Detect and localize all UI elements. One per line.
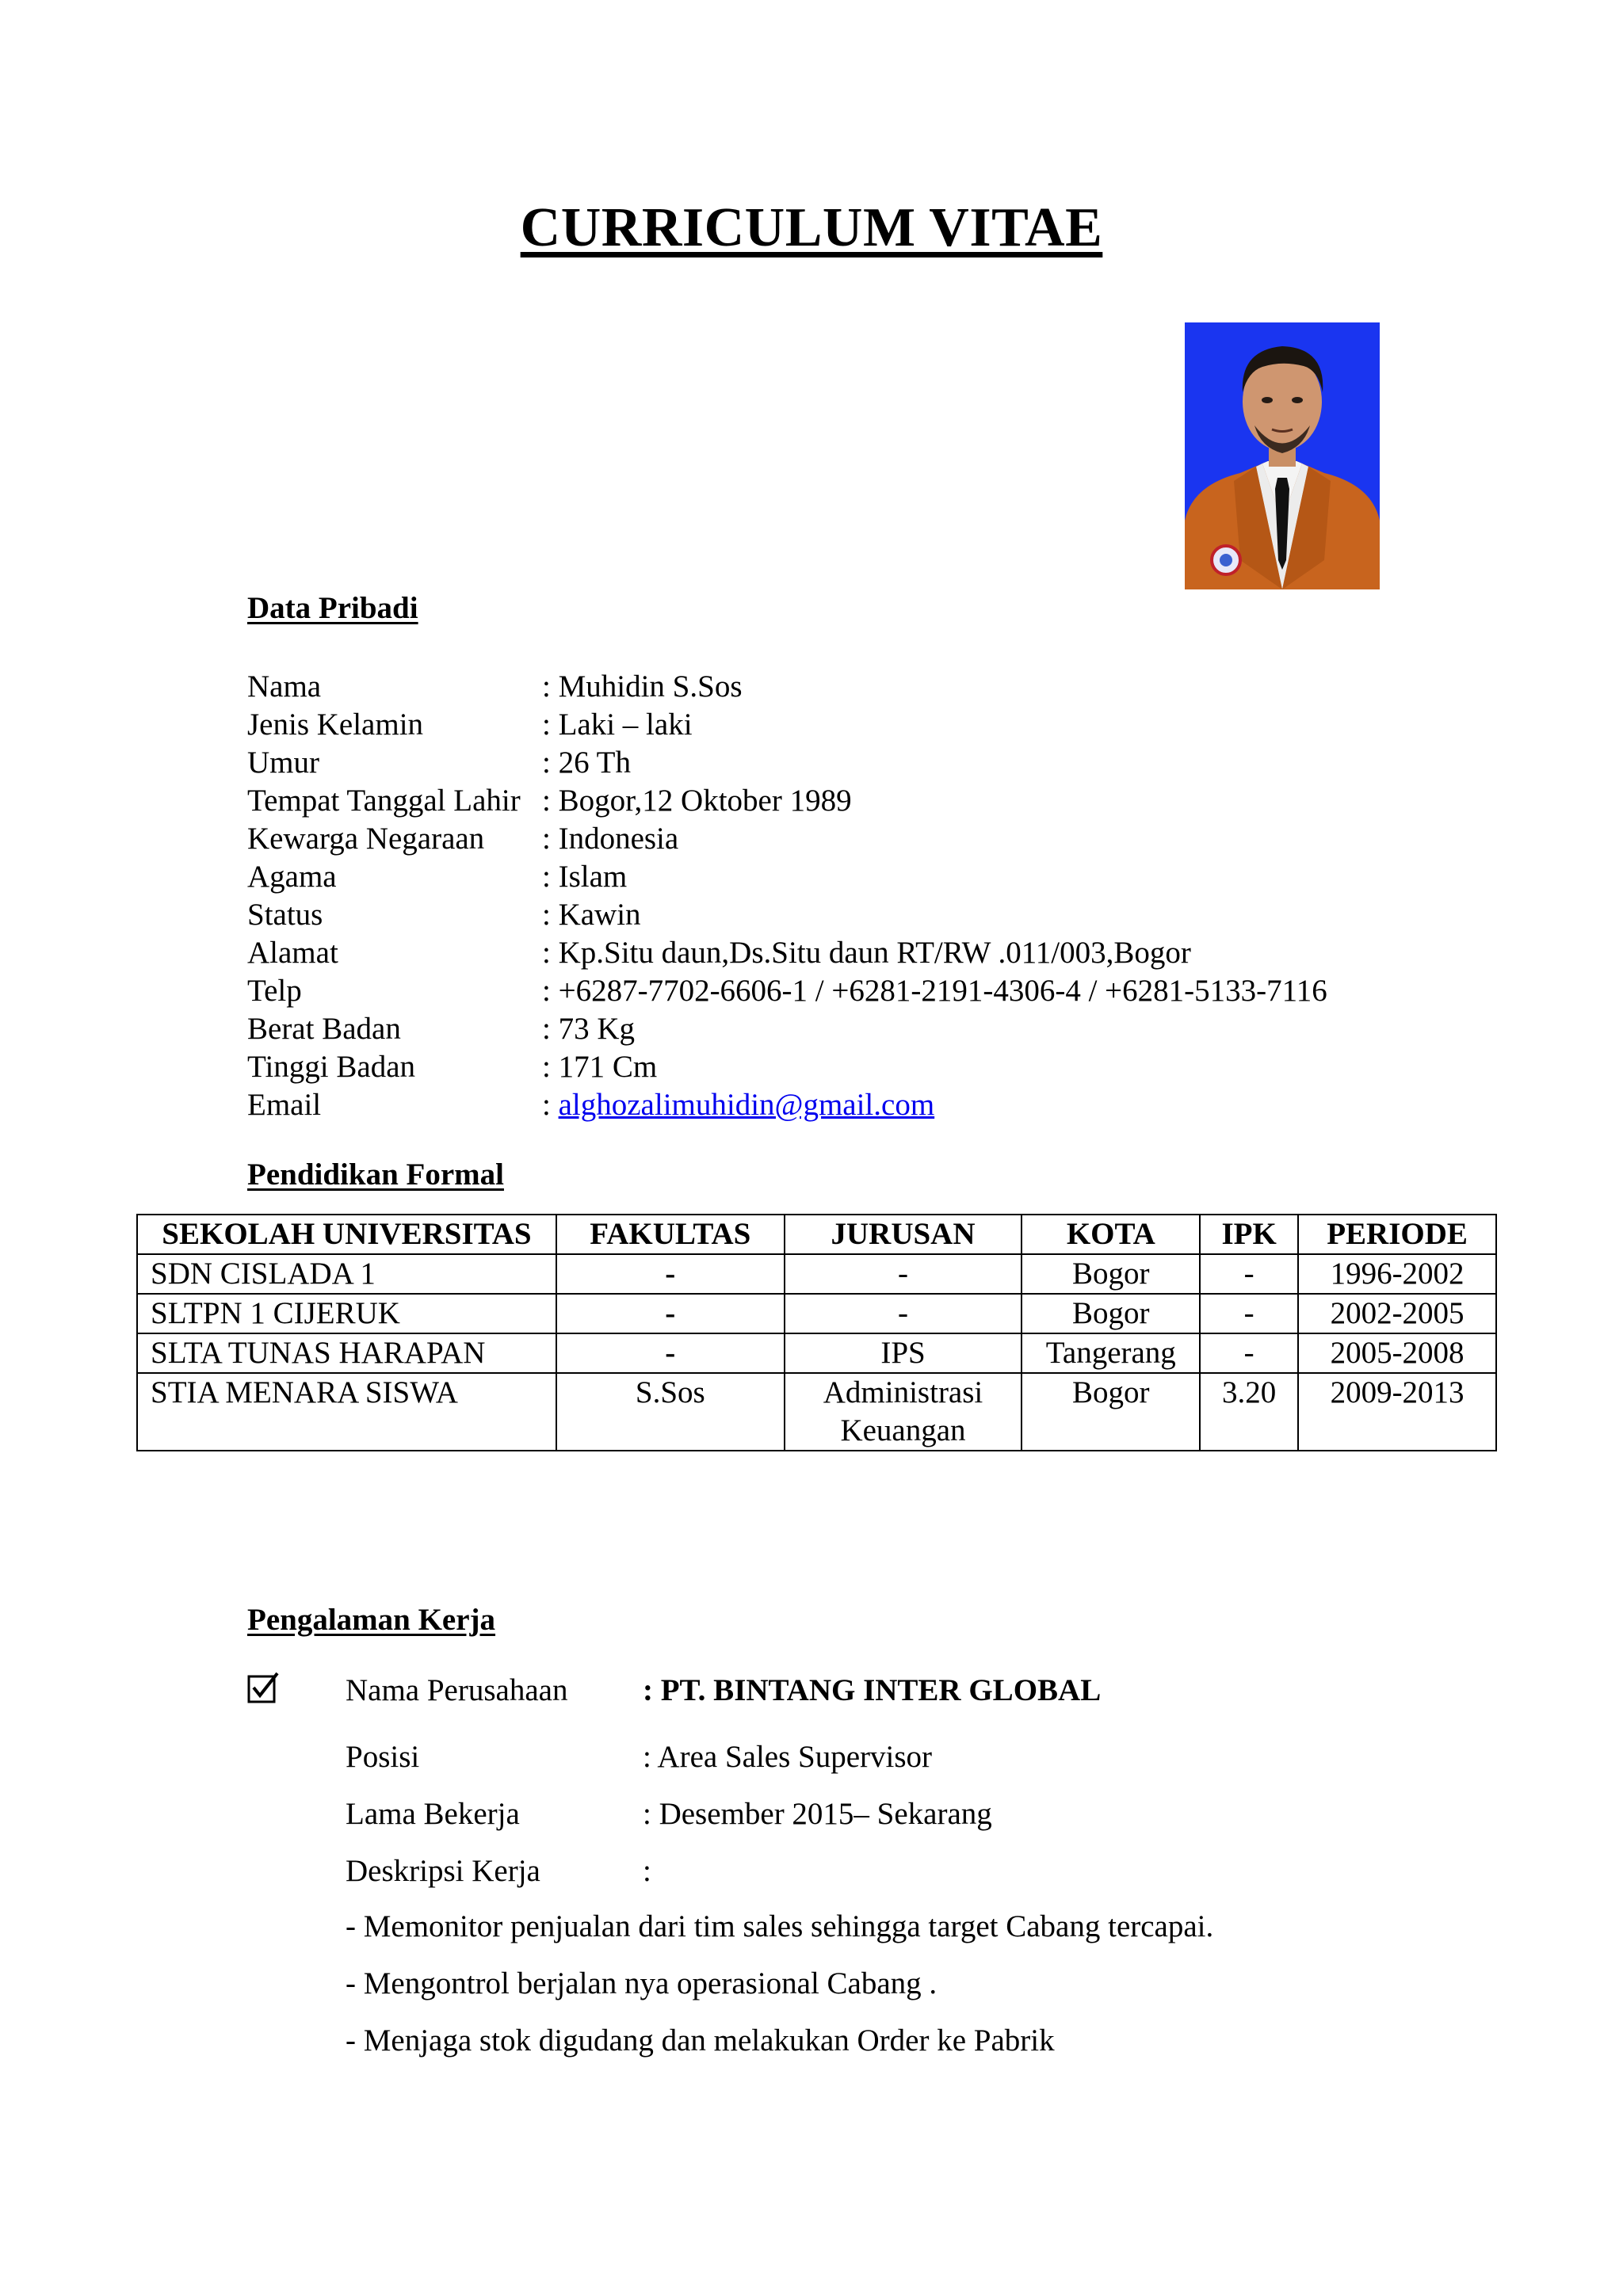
- col-header-periode: PERIODE: [1298, 1215, 1496, 1254]
- field-label: Agama: [247, 860, 337, 894]
- personal-row-ttl: [247, 782, 1327, 820]
- table-row: [137, 1373, 1496, 1451]
- personal-row-email: [247, 1086, 1327, 1124]
- field-value: : Indonesia: [542, 822, 679, 856]
- deskripsi-row: [346, 1852, 651, 1890]
- task-item: - Mengontrol berjalan nya operasional Cabang .: [346, 1966, 938, 2000]
- table-cell: SDN CISLADA 1: [137, 1254, 556, 1294]
- table-cell: Bogor: [1022, 1254, 1200, 1294]
- table-cell: STIA MENARA SISWA: [137, 1373, 556, 1451]
- table-cell: Bogor: [1022, 1294, 1200, 1333]
- lama-value: : Desember 2015– Sekarang: [643, 1797, 992, 1831]
- field-value: : Kp.Situ daun,Ds.Situ daun RT/RW .011/003,Bogor: [542, 936, 1191, 970]
- table-cell: -: [556, 1294, 785, 1333]
- table-cell: 3.20: [1200, 1373, 1298, 1451]
- personal-row-umur: [247, 744, 1327, 782]
- field-value: : Bogor,12 Oktober 1989: [542, 784, 852, 818]
- table-cell: 2005-2008: [1298, 1333, 1496, 1373]
- col-header-fakultas: FAKULTAS: [556, 1215, 785, 1254]
- table-cell: 2009-2013: [1298, 1373, 1496, 1451]
- field-label: Kewarga Negaraan: [247, 822, 485, 856]
- posisi-value: : Area Sales Supervisor: [643, 1740, 933, 1774]
- personal-row-berat: [247, 1010, 1327, 1048]
- personal-data-list: [247, 668, 1327, 1124]
- field-label: Berat Badan: [247, 1012, 401, 1046]
- lama-label: Lama Bekerja: [346, 1797, 520, 1831]
- company-row: [346, 1672, 1101, 1710]
- table-cell: Bogor: [1022, 1373, 1200, 1451]
- personal-row-alamat: [247, 934, 1327, 972]
- field-value: : Laki – laki: [542, 707, 693, 742]
- table-cell: -: [1200, 1333, 1298, 1373]
- lama-row: [346, 1795, 992, 1833]
- pendidikan-heading: Pendidikan Formal: [247, 1158, 504, 1192]
- personal-row-telp: [247, 972, 1327, 1010]
- posisi-label: Posisi: [346, 1740, 420, 1774]
- table-cell: -: [556, 1333, 785, 1373]
- field-value: : +6287-7702-6606-1 / +6281-2191-4306-4 / +6281-5133-7116: [542, 974, 1327, 1008]
- table-row: [137, 1294, 1496, 1333]
- table-cell: SLTA TUNAS HARAPAN: [137, 1333, 556, 1373]
- task-item: - Memonitor penjualan dari tim sales sehingga target Cabang tercapai.: [346, 1909, 1214, 1943]
- field-label: Tinggi Badan: [247, 1050, 416, 1084]
- education-table: [136, 1214, 1497, 1451]
- data-pribadi-heading: Data Pribadi: [247, 591, 418, 625]
- col-header-jurusan: JURUSAN: [785, 1215, 1022, 1254]
- personal-row-nama: [247, 668, 1327, 706]
- field-colon: :: [542, 1088, 559, 1122]
- field-value: : Islam: [542, 860, 628, 894]
- field-label: Tempat Tanggal Lahir: [247, 784, 521, 818]
- personal-row-status: [247, 896, 1327, 934]
- table-cell: -: [785, 1254, 1022, 1294]
- email-link[interactable]: alghozalimuhidin@gmail.com: [558, 1088, 935, 1122]
- task-item: - Menjaga stok digudang dan melakukan Order ke Pabrik: [346, 2023, 1055, 2058]
- table-cell: Administrasi Keuangan: [785, 1373, 1022, 1451]
- page-title: CURRICULUM VITAE: [520, 197, 1103, 258]
- table-cell: IPS: [785, 1333, 1022, 1373]
- table-cell: -: [1200, 1254, 1298, 1294]
- company-label: Nama Perusahaan: [346, 1673, 568, 1707]
- table-cell: -: [1200, 1294, 1298, 1333]
- table-cell: SLTPN 1 CIJERUK: [137, 1294, 556, 1333]
- field-label: Nama: [247, 669, 322, 704]
- field-value: : Muhidin S.Sos: [542, 669, 743, 704]
- deskripsi-label: Deskripsi Kerja: [346, 1854, 540, 1888]
- table-cell: Tangerang: [1022, 1333, 1200, 1373]
- field-label: Jenis Kelamin: [247, 707, 424, 742]
- pengalaman-heading: Pengalaman Kerja: [247, 1603, 496, 1637]
- deskripsi-value: :: [643, 1854, 651, 1888]
- personal-row-tinggi: [247, 1048, 1327, 1086]
- table-header-row: [137, 1215, 1496, 1254]
- field-value: : 171 Cm: [542, 1050, 658, 1084]
- table-cell: -: [556, 1254, 785, 1294]
- field-label: Umur: [247, 746, 319, 780]
- field-value: : 26 Th: [542, 746, 631, 780]
- personal-row-kewarganegaraan: [247, 820, 1327, 858]
- field-value: : Kawin: [542, 898, 641, 932]
- table-cell: 1996-2002: [1298, 1254, 1496, 1294]
- field-value: : 73 Kg: [542, 1012, 635, 1046]
- field-label: Alamat: [247, 936, 338, 970]
- col-header-kota: KOTA: [1022, 1215, 1200, 1254]
- table-cell: -: [785, 1294, 1022, 1333]
- col-header-ipk: IPK: [1200, 1215, 1298, 1254]
- col-header-sekolah: SEKOLAH UNIVERSITAS: [137, 1215, 556, 1254]
- table-cell: 2002-2005: [1298, 1294, 1496, 1333]
- field-label: Telp: [247, 974, 302, 1008]
- checked-box-icon: [247, 1672, 279, 1703]
- table-row: [137, 1254, 1496, 1294]
- personal-row-jenis-kelamin: [247, 706, 1327, 744]
- field-label: Status: [247, 898, 323, 932]
- table-row: [137, 1333, 1496, 1373]
- personal-row-agama: [247, 858, 1327, 896]
- table-cell: S.Sos: [556, 1373, 785, 1451]
- profile-photo: [1185, 322, 1380, 589]
- field-label: Email: [247, 1088, 322, 1122]
- posisi-row: [346, 1738, 932, 1776]
- company-value: : PT. BINTANG INTER GLOBAL: [643, 1673, 1102, 1707]
